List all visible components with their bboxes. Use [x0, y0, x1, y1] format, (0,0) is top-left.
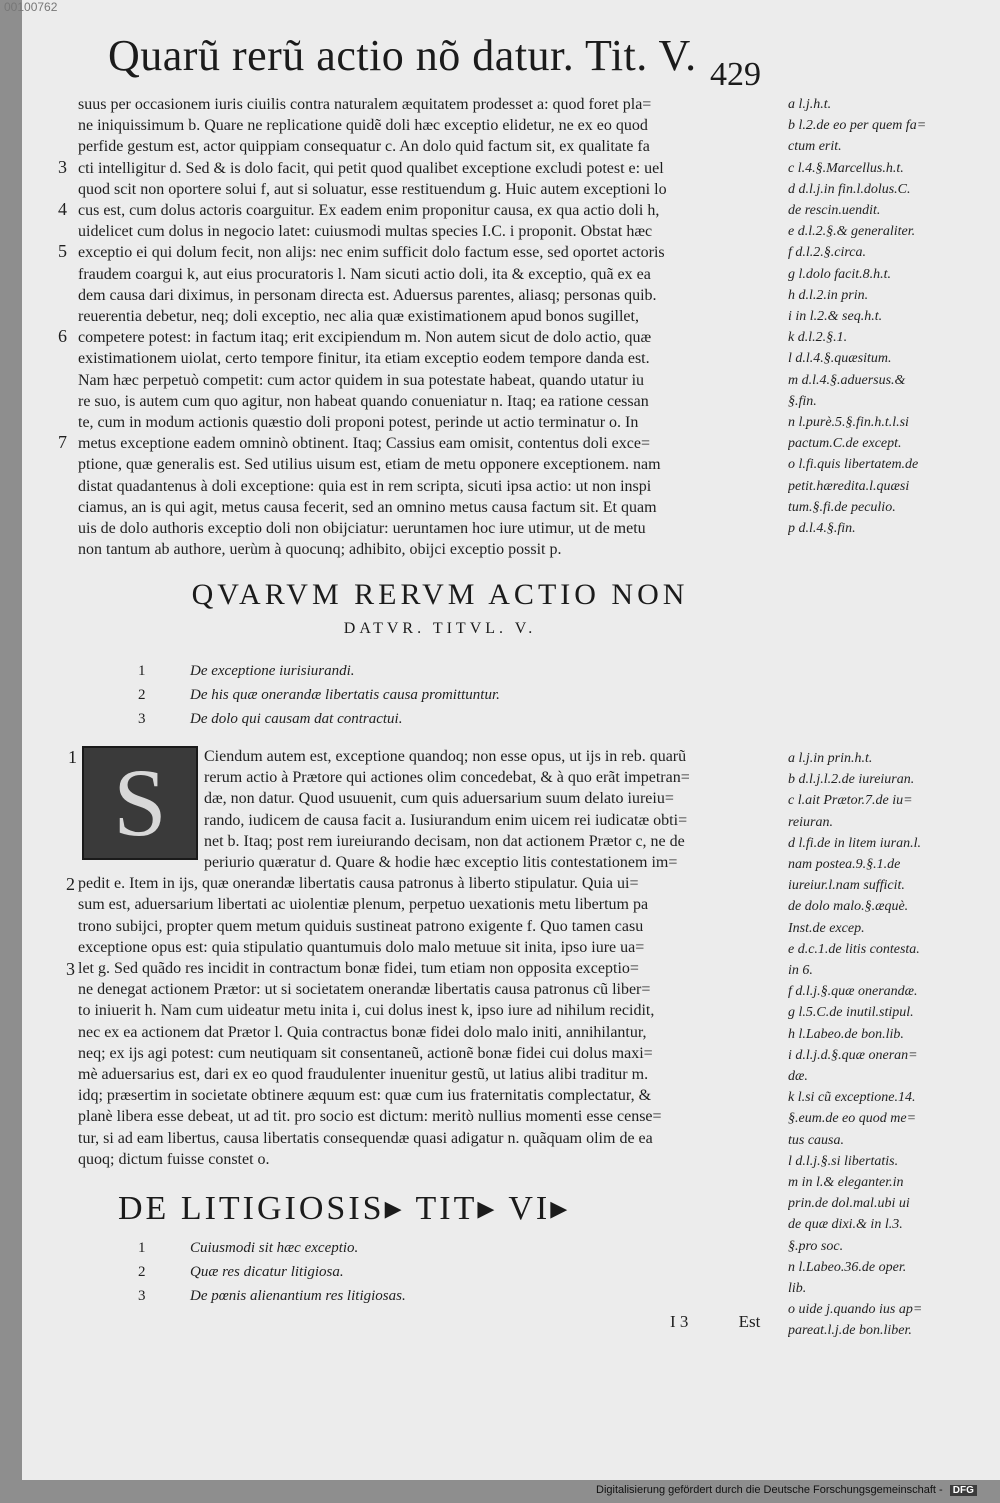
- text-line: uis de dolo authoris exceptio doli non obijciatur: ueruntamen hoc iure utimur, ut de metu: [78, 520, 646, 538]
- text-line: trono subijci, propter quem metum quiduis sustineat patrono exigente f. Quo tamen casu: [78, 917, 644, 935]
- sidenote-line: h d.l.2.in prin.: [788, 287, 869, 303]
- margin-number: 7: [58, 432, 67, 453]
- section-title-v: QVARVM RERVM ACTIO NON: [191, 578, 689, 611]
- margin-number: 2: [66, 874, 75, 895]
- sidenote-line: l d.l.4.§.quæsitum.: [788, 351, 892, 367]
- text-line: re suo, is autem cum quo agitur, non habeat quando conueniatur n. Itaq; ea ratione cessan: [78, 392, 649, 410]
- summary-list-vi: [138, 1240, 406, 1312]
- sidenote-line: pactum.C.de except.: [788, 436, 902, 452]
- sidenote-line: §.fin.: [788, 393, 817, 409]
- running-head: Quarũ rerũ actio nõ datur. Tit. V.: [108, 31, 697, 80]
- text-line: planè libera esse debeat, ut ad tit. pro socio est dictum: meritò nullius momenti esse cense=: [78, 1108, 662, 1126]
- text-line: fraudem coargui k, aut eius procuratoris l. Nam sicuti actio doli, ita & exceptio, quã ex ea: [78, 265, 651, 283]
- sidenote-line: a l.j.h.t.: [788, 97, 832, 112]
- margin-number: 6: [58, 326, 67, 347]
- sidenote-line: i d.l.j.d.§.quæ oneran=: [788, 1047, 918, 1063]
- sidenote-line: de rescin.uendit.: [788, 203, 881, 219]
- digitization-footer: [596, 1484, 977, 1496]
- sidenote-line: n l.purè.5.§.fin.h.t.l.si: [788, 415, 909, 431]
- initial-letter: S: [113, 749, 167, 856]
- sidenote-line: d l.fi.de in litem iuran.l.: [788, 835, 921, 851]
- summary-number: 2: [138, 1264, 146, 1280]
- summary-number: 1: [138, 1240, 146, 1256]
- top-text-block: [78, 94, 778, 560]
- sidenote-line: o uide j.quando ius ap=: [788, 1302, 923, 1318]
- margin-number: 1: [68, 747, 77, 767]
- text-line: periurio quæratur d. Quare & hodie hæc exceptio litis contestationem im=: [204, 854, 678, 871]
- summary-item: [138, 711, 500, 735]
- text-line: existimationem uiolat, certo tempore finitur, ita etiam exceptio eodem tempore danda est.: [78, 350, 650, 368]
- sidenote-line: m d.l.4.§.aduersus.&: [788, 372, 906, 388]
- sidenote-line: nam postea.9.§.1.de: [788, 857, 901, 873]
- sidenote-line: pareat.l.j.de bon.liber.: [788, 1323, 912, 1339]
- sidenote-line: tum.§.fi.de peculio.: [788, 499, 896, 515]
- text-line: rerum actio à Prætore qui actiones olim concedebat, & à quo erãt impetran=: [204, 769, 690, 787]
- text-line: exceptione opus est: quia stipulatio quantumuis dolo malo metuue sit inita, ipso iure ua=: [78, 938, 645, 956]
- sidenote-line: e d.c.1.de litis contesta.: [788, 941, 920, 957]
- text-line: ciamus, an is qui agit, metus causa fecerit, sed an omnino metus causa factum sit. Et quam: [78, 498, 657, 516]
- decorated-initial: [82, 746, 198, 860]
- sidenote-line: b d.l.j.l.2.de iureiuran.: [788, 772, 915, 788]
- sidenote-line: f d.l.2.§.circa.: [788, 245, 867, 261]
- text-line: mè aduersarius est, dari ex eo quod fraudulenter inuenitur gestũ, ut latius alibi traditur m.: [78, 1066, 649, 1083]
- text-line: Nam hæc perpetuò competit: cum actor quidem in sua potestate habeat, quando utatur iu: [78, 371, 645, 389]
- text-line: dem causa dari diximus, in personam directa est. Aduersus parentes, aliasq; personas quib.: [78, 286, 657, 304]
- text-line: te, cum in modum actionis quæstio doli proponi potest, perinde ut actio terminatur o. In: [78, 414, 639, 432]
- text-line: competere potest: in factum itaq; erit excipiendum m. Non autem sicut de dolo actio, quæ: [78, 329, 652, 347]
- summary-number: 3: [138, 1288, 146, 1304]
- text-line: Ciendum autem est, exceptione quandoq; non esse opus, ut ijs in reb. quarũ: [204, 748, 687, 765]
- text-line: tur, si ad eam libertus, causa libertatis consequendæ quasi adigatur n. quãquam olim de ea: [78, 1129, 653, 1147]
- sidenote-line: §.pro soc.: [788, 1238, 844, 1254]
- section-subtitle-v: DATVR. TITVL. V.: [343, 620, 537, 637]
- text-line: perfide gestum est, actor quippiam consequatur c. An dolo quid factum sit, ex qualitate fa: [78, 138, 650, 156]
- text-line: cus est, cum dolus actoris coarguitur. Ex eadem enim proponitur causa, ex qua actio doli h,: [78, 202, 660, 220]
- summary-text: De exceptione iurisiurandi.: [190, 663, 355, 679]
- margin-number: 5: [58, 241, 67, 262]
- text-line: ptione, quæ generalis est. Sed utilius uisum est, etiam de metu opponere exceptionem. nam: [78, 456, 661, 474]
- sidenote-line: c l.ait Prætor.7.de iu=: [788, 793, 913, 809]
- text-line: uidelicet cum dolus in negocio latet: cuiusmodi multas species I.C. i proponit. Obstat hæc: [78, 223, 653, 241]
- summary-text: De his quæ onerandæ libertatis causa promittuntur.: [190, 687, 500, 703]
- sidenote-line: dæ.: [788, 1069, 808, 1085]
- sidenote-line: §.eum.de eo quod me=: [788, 1111, 917, 1127]
- text-line: distat quadantenus à doli exceptione: quia est in rem scripta, sicuti ipsa actio: ut non inspi: [78, 477, 652, 495]
- text-line: non tantum ab authore, uerùm à quocunq; adhibito, obijci exceptio possit p.: [78, 541, 562, 559]
- sidenote-line: n l.Labeo.36.de oper.: [788, 1259, 907, 1275]
- sidenote-line: g l.5.C.de inutil.stipul.: [788, 1005, 914, 1021]
- text-line: suus per occasionem iuris ciuilis contra naturalem æquitatem prodesset a: quod foret pla=: [78, 96, 652, 113]
- main-sidenotes: [788, 748, 988, 1342]
- shelfmark: 00100762: [4, 0, 58, 14]
- folio-number: 429: [710, 56, 761, 93]
- section-title-vi: DE LITIGIOSIS▸ TIT▸ VI▸: [118, 1190, 571, 1227]
- sidenote-line: g l.dolo facit.8.h.t.: [788, 266, 892, 282]
- text-line: ne denegat actionem Prætor: ut si societatem onerandæ libertatis causa patronus cũ liber=: [78, 981, 651, 999]
- sidenote-line: reiuran.: [788, 814, 833, 830]
- sidenote-line: f d.l.j.§.quæ onerandæ.: [788, 984, 918, 1000]
- text-line: pedit e. Item in ijs, quæ onerandæ libertatis causa patronus à liberto stipulatur. Quia ui=: [78, 875, 639, 893]
- sidenote-line: de quæ dixi.& in l.3.: [788, 1217, 903, 1233]
- summary-text: De dolo qui causam dat contractui.: [190, 711, 403, 727]
- margin-number: 3: [58, 156, 67, 177]
- text-line: idq; præsertim in societate obtinere æquum est: quæ cum ius fraternitatis complectatur, &: [78, 1087, 652, 1105]
- sidenote-line: b l.2.de eo per quem fa=: [788, 118, 927, 134]
- sidenote-line: a l.j.in prin.h.t.: [788, 751, 873, 766]
- margin-number: 4: [58, 199, 67, 219]
- text-line: cti intelligitur d. Sed & is dolo facit, qui petit quod qualibet exceptione excludi potest e: uel: [78, 159, 664, 177]
- sidenote-line: m in l.& eleganter.in: [788, 1175, 904, 1191]
- summary-number: 2: [138, 687, 146, 703]
- sidenote-line: d d.l.j.in fin.l.dolus.C.: [788, 181, 911, 197]
- text-line: neq; ex ijs agi potest: cum neutiquam sit consentaneũ, actionẽ bonæ fidei cui dolus maxi=: [78, 1044, 653, 1062]
- footer-text: Digitalisierung gefördert durch die Deutsche Forschungsgemeinschaft -: [596, 1484, 943, 1496]
- summary-item: [138, 663, 500, 687]
- sidenote-line: ctum erit.: [788, 139, 842, 155]
- signature-mark: I 3: [670, 1312, 689, 1331]
- sidenote-line: de dolo malo.§.æquè.: [788, 899, 909, 915]
- text-line: net b. Itaq; post rem iureiurando decisam, non dat actionem Prætor c, ne de: [204, 832, 685, 850]
- catchword: Est: [738, 1312, 761, 1331]
- text-line: nec ex ea actionem dat Prætor l. Quia contractus bonæ fidei dolo malo initi, annihilantur,: [78, 1023, 647, 1041]
- text-line: to iniuerit h. Nam cum uideatur metu inita i, cui dolus inest k, ipso iure ad nihilum recidit,: [78, 1002, 655, 1020]
- summary-text: Quæ res dicatur litigiosa.: [190, 1264, 344, 1280]
- sidenote-line: Inst.de excep.: [788, 920, 865, 936]
- text-line: exceptio ei qui dolum fecit, non alijs: nec enim sufficit dolo factum esse, sed oportet actoris: [78, 244, 665, 262]
- summary-list-v: [138, 663, 500, 735]
- text-line: sum est, aduersarium libertati ac uiolentiæ plenum, perpetuo uexationis metu libertum pa: [78, 896, 649, 914]
- sidenote-line: lib.: [788, 1281, 807, 1297]
- summary-number: 1: [138, 663, 146, 679]
- margin-number: 3: [66, 959, 75, 979]
- summary-text: Cuiusmodi sit hæc exceptio.: [190, 1240, 359, 1256]
- text-line: quod scit non oportere solui f, aut si soluatur, esse restituendum g. Huic autem exceptioni lo: [78, 180, 667, 198]
- catchword-line: [670, 1312, 760, 1332]
- sidenote-line: c l.4.§.Marcellus.h.t.: [788, 160, 904, 176]
- sidenote-line: k l.si cũ exceptione.14.: [788, 1090, 916, 1106]
- sidenote-line: petit.hæredita.l.quæsi: [788, 478, 910, 494]
- sidenote-line: o l.fi.quis libertatem.de: [788, 457, 919, 473]
- text-line: quoq; dictum fuisse constet o.: [78, 1150, 270, 1168]
- sidenote-line: iureiur.l.nam sufficit.: [788, 878, 905, 894]
- summary-item: [138, 1264, 406, 1288]
- sidenote-line: prin.de dol.mal.ubi ui: [788, 1196, 910, 1212]
- text-line: dæ, non datur. Quod usuuenit, cum quis aduersarium suum delato iureiu=: [204, 790, 674, 808]
- sidenote-line: in 6.: [788, 963, 813, 979]
- summary-item: [138, 1240, 406, 1264]
- summary-item: [138, 687, 500, 711]
- sidenote-line: k d.l.2.§.1.: [788, 330, 848, 346]
- sidenote-line: e d.l.2.§.& generaliter.: [788, 224, 916, 240]
- summary-item: [138, 1288, 406, 1312]
- sidenote-line: tus causa.: [788, 1132, 844, 1148]
- sidenote-line: l d.l.j.§.si libertatis.: [788, 1153, 899, 1169]
- top-sidenotes: [788, 94, 988, 539]
- text-line: metus exceptione eadem omninò obtinent. Itaq; Cassius eam omisit, contentus doli exce=: [78, 435, 651, 453]
- summary-number: 3: [138, 711, 146, 727]
- sidenote-line: h l.Labeo.de bon.lib.: [788, 1026, 904, 1042]
- dfg-logo: DFG: [950, 1485, 977, 1496]
- sidenote-line: i in l.2.& seq.h.t.: [788, 309, 883, 325]
- text-line: ne iniquissimum b. Quare ne replicatione quidẽ doli hæc exceptio elidetur, ne ex eo quod: [78, 117, 648, 135]
- summary-text: De pœnis alienantium res litigiosas.: [190, 1288, 406, 1304]
- text-line: let g. Sed quãdo res incidit in contractum bonæ fidei, tum etiam non opposita exceptio=: [78, 960, 639, 977]
- text-line: reuerentia debetur, neq; doli exceptio, nec alia quæ existimationem apud bonos sugillet,: [78, 308, 639, 326]
- text-line: rando, iudicem de causa facit a. Iusiurandum enim uicem rei iudicatæ obti=: [204, 811, 688, 829]
- sidenote-line: p d.l.4.§.fin.: [788, 521, 856, 537]
